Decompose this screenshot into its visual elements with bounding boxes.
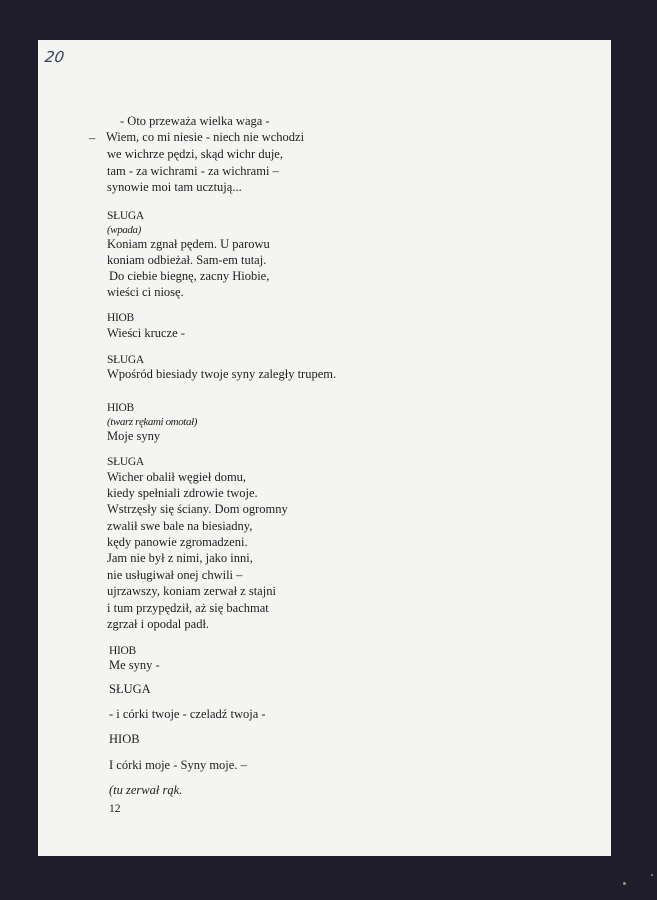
text-line: Wicher obalił węgieł domu,: [107, 470, 247, 484]
stage-direction: (twarz rękami omotał): [107, 416, 197, 428]
text-line: Jam nie był z nimi, jako inni,: [107, 551, 253, 565]
text-line: kiedy spełniali zdrowie twoje.: [107, 486, 258, 500]
speaker-name: SŁUGA: [107, 354, 144, 366]
text-line: Me syny -: [109, 658, 160, 672]
text-line: Wiem, co mi niesie - niech nie wchodzi: [106, 130, 305, 144]
stage-direction: (wpada): [107, 224, 141, 236]
text-line: we wichrze pędzi, skąd wichr duje,: [107, 147, 283, 161]
text-line: I córki moje - Syny moje. –: [109, 758, 247, 772]
text-line: wieści ci niosę.: [107, 285, 184, 299]
speaker-name: SŁUGA: [107, 456, 144, 468]
speaker-name: SŁUGA: [109, 682, 151, 696]
text-line: i tum przypędził, aż się bachmat: [107, 601, 269, 615]
text-line: nie usługiwał onej chwili –: [107, 568, 243, 582]
dust-speck: [623, 882, 626, 885]
text-line: koniam odbieżał. Sam-em tutaj.: [107, 253, 267, 267]
text-line: - i córki twoje - czeladź twoja -: [109, 707, 266, 721]
dust-speck: [651, 874, 653, 876]
text-line: synowie moi tam ucztują...: [107, 180, 242, 194]
text-line: Do ciebie biegnę, zacny Hiobie,: [109, 269, 270, 283]
text-line: ujrzawszy, koniam zerwał z stajni: [107, 584, 276, 598]
text-line: Moje syny: [107, 429, 161, 443]
speaker-name: SŁUGA: [107, 210, 144, 222]
text-line: zgrzał i opodal padł.: [107, 617, 210, 631]
text-line: Wstrzęsły się ściany. Dom ogromny: [107, 502, 288, 516]
text-line: Wpośród biesiady twoje syny zaległy trupem.: [107, 367, 337, 381]
printed-page-number: 12: [109, 803, 121, 815]
handwritten-page-number: 20: [43, 48, 66, 66]
speaker-name: HIOB: [109, 732, 140, 746]
text-line: Wieści krucze -: [107, 326, 185, 340]
text-line: - Oto przeważa wielka waga -: [120, 114, 270, 128]
margin-dash: –: [89, 131, 96, 145]
text-line: zwalił swe bale na biesiadny,: [107, 519, 253, 533]
text-line: tam - za wichrami - za wichrami –: [107, 164, 279, 178]
speaker-name: HIOB: [107, 312, 134, 324]
speaker-name: HIOB: [109, 645, 136, 657]
speaker-name: HIOB: [107, 402, 134, 414]
text-line: Koniam zgnał pędem. U parowu: [107, 237, 270, 251]
text-line: kędy panowie zgromadzeni.: [107, 535, 248, 549]
stage-direction: (tu zerwał rąk.: [109, 783, 183, 797]
